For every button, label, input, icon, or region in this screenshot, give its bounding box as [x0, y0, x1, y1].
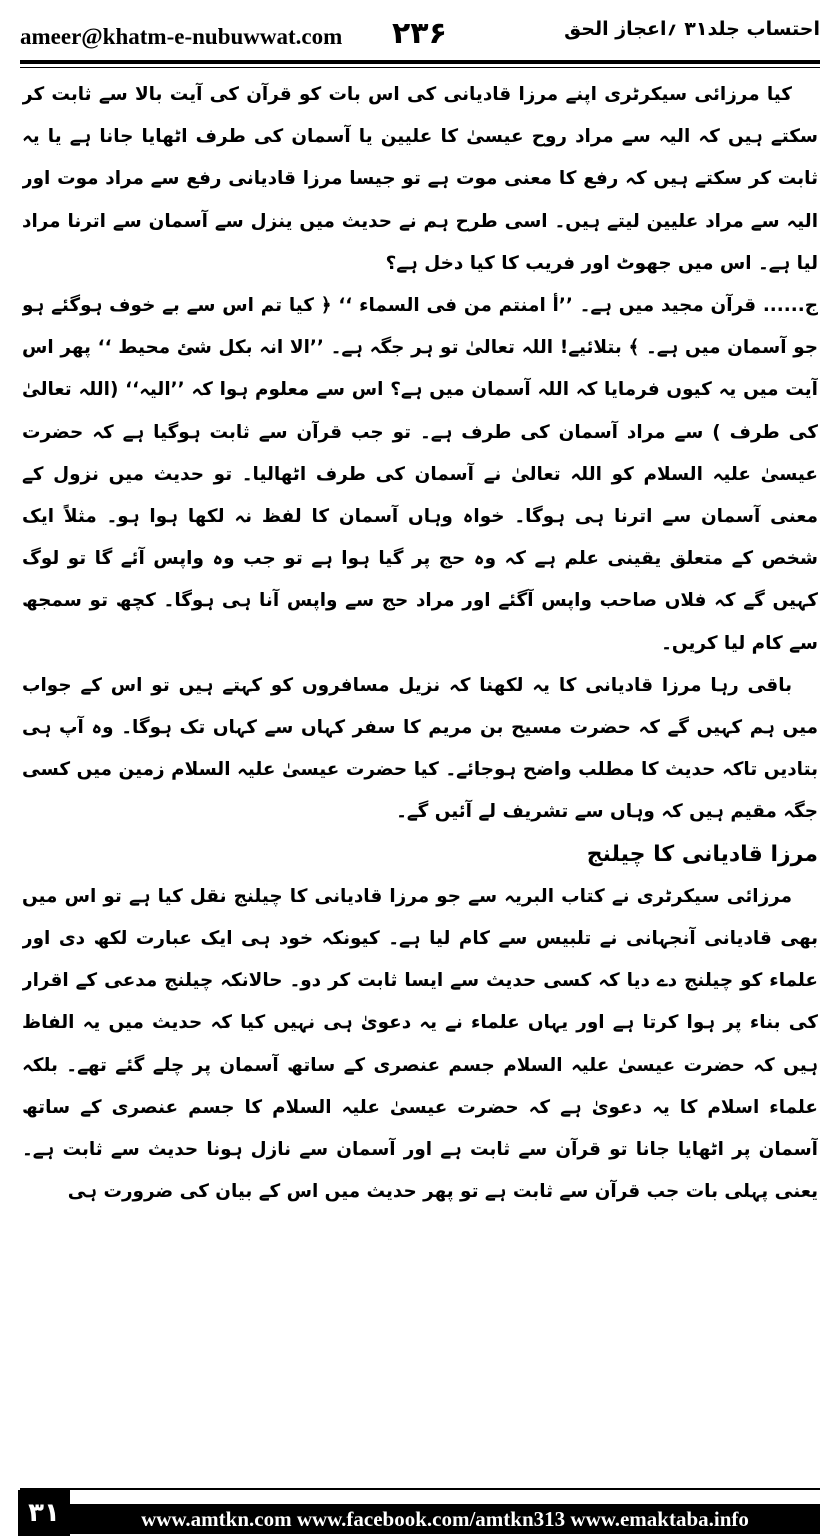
paragraph-1: کیا مرزائی سیکرٹری اپنے مرزا قادیانی کی اس بات کو قرآن کی آیت بالا سے ثابت کر سکتے ہیں کہ الیہ سے مراد روح عیسیٰ کا علیین یا آسمان کی طرف اٹھایا جانا ہے یا یہ ثابت کر سکتے ہیں کہ رفع کا معنی موت ہے تو جیسا مرزا قادیانی رفع سے مراد موت اور الیہ سے مراد علیین لیتے ہیں۔ اسی طرح ہم نے حدیث میں ینزل سے آسمان سے اترنا مراد لیا ہے۔ اس میں جھوٹ اور فریب کا کیا دخل ہے؟: [22, 84, 818, 274]
page-header: [20, 14, 820, 56]
book-page-number: ۳۱: [18, 1490, 70, 1536]
paragraph-2: ج...... قرآن مجید میں ہے۔ ’’أ امنتم من فی السماء ‘‘ ﴿ کیا تم اس سے بے خوف ہوگئے ہو جو آسمان میں ہے۔ ﴾ بتلائیے! اللہ تعالیٰ تو ہر جگہ ہے۔ ’’الا انہ بکل شئ محیط ‘‘ پھر اس آیت میں یہ کیوں فرمایا کہ اللہ آسمان میں ہے؟ اس سے معلوم ہوا کہ ’’الیہ‘‘ (اللہ تعالیٰ کی طرف ) سے مراد آسمان کی طرف ہے۔ تو جب قرآن سے ثابت ہوگیا ہے کہ حضرت عیسیٰ علیہ السلام کو اللہ تعالیٰ نے آسمان کی طرف اٹھالیا۔ تو حدیث میں نزول کے معنی آسمان سے اترنا ہی ہوگا۔ خواہ وہاں آسمان کا لفظ نہ لکھا ہوا ہو۔ مثلاً ایک شخص کے متعلق یقینی علم ہے کہ وہ حج پر گیا ہوا ہے تو جب وہ واپس آئے گا تو لوگ کہیں گے کہ فلاں صاحب واپس آگئے اور مراد حج سے واپس آنا ہی ہوگا۔ کچھ تو سمجھ سے کام لیا کریں۔: [22, 295, 818, 654]
page-number: ۲۳۶: [392, 16, 447, 51]
page-body: [22, 74, 818, 1466]
header-rule-thick: [20, 60, 820, 64]
running-title: احتساب جلد۳۱ ؍اعجاز الحق: [564, 18, 820, 40]
footer-links[interactable]: www.amtkn.com www.facebook.com/amtkn313 www.emaktaba.info: [70, 1504, 820, 1534]
header-rule-thin: [20, 67, 820, 68]
paragraph-4: مرزائی سیکرٹری نے کتاب البریہ سے جو مرزا قادیانی کا چیلنج نقل کیا ہے تو اس میں بھی قادیانی آنجہانی نے تلبیس سے کام لیا ہے۔ کیونکہ خود ہی ایک عبارت لکھ دی اور علماء کو چیلنج دے دیا کہ کسی حدیث سے ایسا ثابت کر دو۔ حالانکہ چیلنج مدعی کے اقرار کی بناء پر ہوا کرتا ہے اور یہاں علماء نے یہ دعویٰ ہی نہیں کیا کہ حدیث میں یہ الفاظ ہیں کہ حضرت عیسیٰ علیہ السلام جسم عنصری کے ساتھ آسمان پر چلے گئے تھے۔ بلکہ علماء اسلام کا یہ دعویٰ ہے کہ حضرت عیسیٰ علیہ السلام کا جسم عنصری کے ساتھ آسمان پر اٹھایا جانا تو قرآن سے ثابت ہے اور آسمان سے نازل ہونا حدیث سے ثابت ہے۔ یعنی پہلی بات جب قرآن سے ثابت ہے تو پھر حدیث میں اس کے بیان کی ضرورت ہی: [22, 885, 818, 1203]
section-heading: مرزا قادیانی کا چیلنج: [586, 841, 818, 867]
header-email[interactable]: ameer@khatm-e-nubuwwat.com: [20, 24, 343, 49]
footer-rule: [20, 1488, 820, 1490]
paragraph-3: باقی رہا مرزا قادیانی کا یہ لکھنا کہ نزیل مسافروں کو کہتے ہیں تو اس کے جواب میں ہم کہیں گے کہ حضرت مسیح بن مریم کا سفر کہاں سے کہاں تک ہوگا۔ وہ آپ ہی بتادیں تاکہ حدیث کا مطلب واضح ہوجائے۔ کیا حضرت عیسیٰ علیہ السلام زمین میں کسی جگہ مقیم ہیں کہ وہاں سے تشریف لے آئیں گے۔: [22, 674, 818, 823]
